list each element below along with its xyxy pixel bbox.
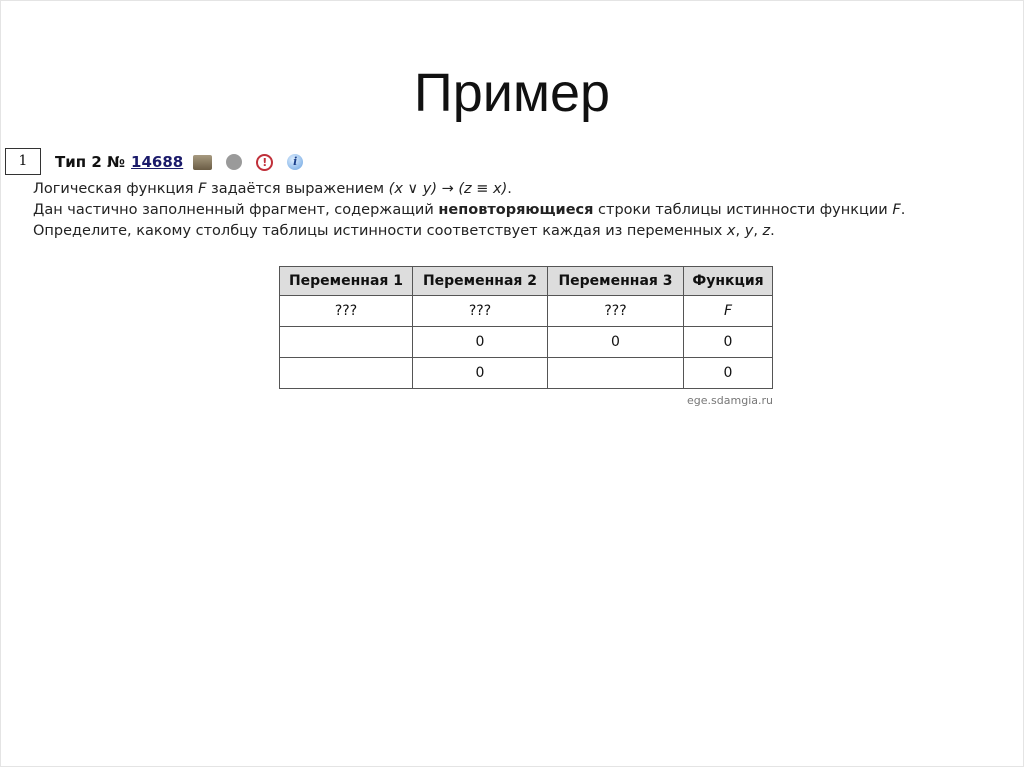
gray-circle-icon[interactable]	[226, 154, 242, 170]
cell: ???	[280, 296, 413, 327]
cell	[280, 327, 413, 358]
task-type: Тип 2 №	[55, 153, 126, 171]
cell: 0	[548, 327, 684, 358]
cell	[548, 358, 684, 389]
warning-icon[interactable]: !	[256, 154, 273, 171]
header-cell: Переменная 1	[280, 267, 413, 296]
cell: F	[684, 296, 773, 327]
header-cell: Функция	[684, 267, 773, 296]
task-number: 1	[5, 148, 41, 175]
table-row	[280, 327, 773, 358]
cell: 0	[413, 358, 548, 389]
cell: 0	[413, 327, 548, 358]
briefcase-icon[interactable]	[193, 155, 212, 170]
task-id-link[interactable]: 14688	[131, 153, 184, 171]
watermark: ege.sdamgia.ru	[687, 394, 773, 407]
line-1: Логическая функция F задаётся выражением (x ∨ y) → (z ≡ x).	[33, 181, 512, 197]
cell: ???	[413, 296, 548, 327]
table-header	[280, 267, 773, 296]
header-cell: Переменная 2	[413, 267, 548, 296]
task-text	[33, 179, 1013, 242]
table-row	[280, 296, 773, 327]
cell: 0	[684, 327, 773, 358]
line-2: Дан частично заполненный фрагмент, содержащий неповторяющиеся строки таблицы истинности функции F.	[33, 202, 906, 218]
table-row	[280, 358, 773, 389]
cell: ???	[548, 296, 684, 327]
info-icon[interactable]: i	[287, 154, 303, 170]
header-cell: Переменная 3	[548, 267, 684, 296]
cell	[280, 358, 413, 389]
slide-title: Пример	[413, 63, 611, 123]
line-3: Определите, какому столбцу таблицы истинности соответствует каждая из переменных x, y, z.	[33, 223, 775, 239]
cell: 0	[684, 358, 773, 389]
task-header	[55, 153, 303, 171]
truth-table	[279, 266, 773, 389]
